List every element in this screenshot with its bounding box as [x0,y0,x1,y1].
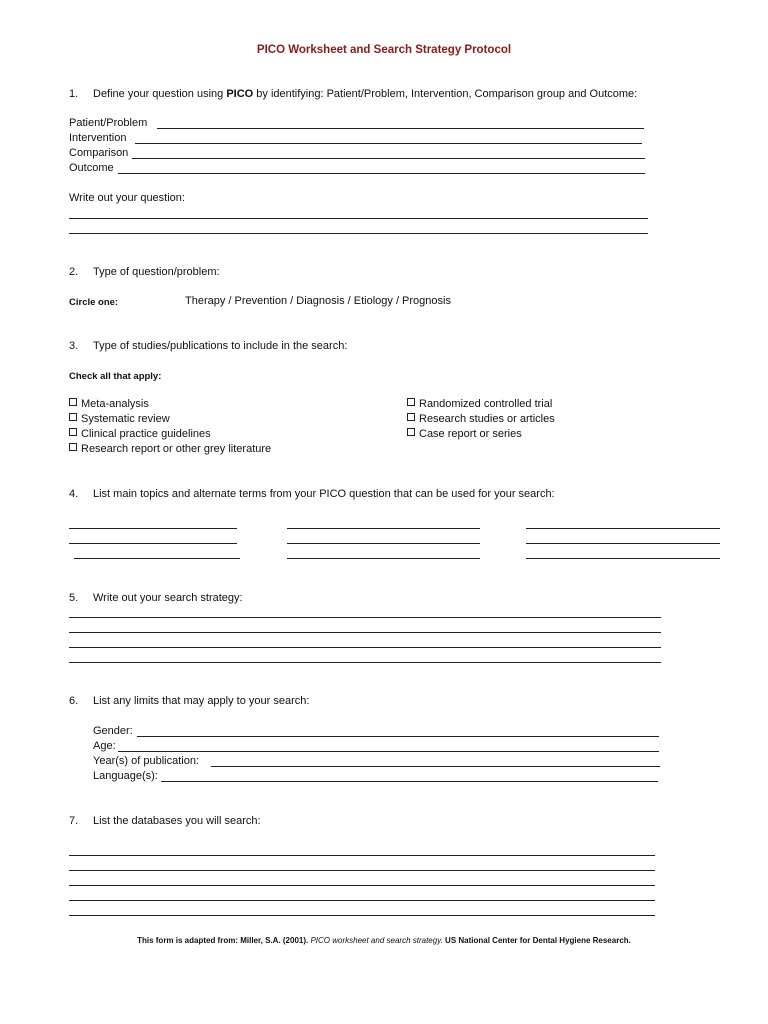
question-7-text: List the databases you will search: [93,815,261,827]
question-number: 6. [69,695,79,707]
question-6 [69,695,309,707]
checkbox-item[interactable] [69,413,170,425]
question-number: 4. [69,488,79,500]
strategy-line[interactable] [69,662,661,663]
question-1-text-bold: PICO [226,88,254,100]
question-2 [69,266,220,278]
limit-label-year: Year(s) of publication: [93,755,199,767]
checkbox-label: Research studies or articles [419,413,555,425]
limit-label-language: Language(s): [93,770,158,782]
question-line[interactable] [69,218,648,219]
question-4 [69,488,555,500]
topic-line[interactable] [69,543,237,544]
question-3 [69,340,347,352]
database-line[interactable] [69,900,655,901]
footer-citation [0,936,768,945]
limit-label-gender: Gender: [93,725,133,737]
question-type-options[interactable]: Therapy / Prevention / Diagnosis / Etiology / Prognosis [185,295,451,307]
topic-line[interactable] [69,528,237,529]
question-number: 5. [69,592,79,604]
checkbox-icon[interactable] [407,398,415,406]
strategy-line[interactable] [69,617,661,618]
topic-line[interactable] [287,558,480,559]
checkbox-icon[interactable] [69,413,77,421]
check-all-label: Check all that apply: [69,371,162,382]
question-1 [69,88,637,100]
field-line-outcome[interactable] [118,173,645,174]
checkbox-icon[interactable] [69,443,77,451]
field-label-patient: Patient/Problem [69,117,148,129]
topic-line[interactable] [287,528,480,529]
circle-one-label: Circle one: [69,297,119,308]
field-line-comparison[interactable] [132,158,645,159]
question-3-text: Type of studies/publications to include in the search: [93,340,348,352]
database-line[interactable] [69,855,655,856]
topic-line[interactable] [74,558,240,559]
footer-citation-after: US National Center for Dental Hygiene Research. [442,936,631,945]
limit-line-gender[interactable] [137,736,659,737]
question-2-text: Type of question/problem: [93,266,220,278]
page-title: PICO Worksheet and Search Strategy Protocol [256,44,512,56]
limit-line-age[interactable] [118,751,659,752]
topic-line[interactable] [526,528,720,529]
write-question-label: Write out your question: [69,192,185,204]
checkbox-item[interactable] [407,413,555,425]
database-line[interactable] [69,915,655,916]
question-number: 2. [69,266,79,278]
limit-line-language[interactable] [161,781,658,782]
question-7 [69,815,261,827]
question-number: 3. [69,340,79,352]
checkbox-label: Case report or series [419,428,522,440]
question-1-text-before: Define your question using [93,88,227,100]
checkbox-icon[interactable] [69,398,77,406]
checkbox-icon[interactable] [69,428,77,436]
checkbox-icon[interactable] [407,413,415,421]
database-line[interactable] [69,870,655,871]
field-label-intervention: Intervention [69,132,127,144]
database-line[interactable] [69,885,655,886]
field-line-patient[interactable] [157,128,644,129]
question-number: 7. [69,815,79,827]
footer-citation-italic: PICO worksheet and search strategy. [310,936,443,945]
strategy-line[interactable] [69,632,661,633]
checkbox-item[interactable] [69,428,211,440]
question-1-text-after: by identifying: Patient/Problem, Intervention, Comparison group and Outcome: [253,88,638,100]
limit-line-year[interactable] [211,766,660,767]
checkbox-item[interactable] [69,398,149,410]
checkbox-item[interactable] [407,428,522,440]
question-4-text: List main topics and alternate terms from your PICO question that can be used for your search: [93,488,555,500]
checkbox-label: Randomized controlled trial [419,398,553,410]
checkbox-label: Meta-analysis [81,398,149,410]
question-number: 1. [69,88,79,100]
checkbox-item[interactable] [69,443,271,455]
field-label-comparison: Comparison [69,147,129,159]
strategy-line[interactable] [69,647,661,648]
checkbox-label: Research report or other grey literature [81,443,272,455]
question-line[interactable] [69,233,648,234]
checkbox-item[interactable] [407,398,552,410]
footer-citation-before: This form is adapted from: Miller, S.A. (2001). [137,936,311,945]
question-5-text: Write out your search strategy: [93,592,243,604]
checkbox-label: Systematic review [81,413,170,425]
question-6-text: List any limits that may apply to your search: [93,695,310,707]
checkbox-label: Clinical practice guidelines [81,428,211,440]
topic-line[interactable] [526,543,720,544]
question-5 [69,592,243,604]
topic-line[interactable] [526,558,720,559]
limit-label-age: Age: [93,740,116,752]
topic-line[interactable] [287,543,480,544]
field-label-outcome: Outcome [69,162,114,174]
checkbox-icon[interactable] [407,428,415,436]
field-line-intervention[interactable] [135,143,642,144]
